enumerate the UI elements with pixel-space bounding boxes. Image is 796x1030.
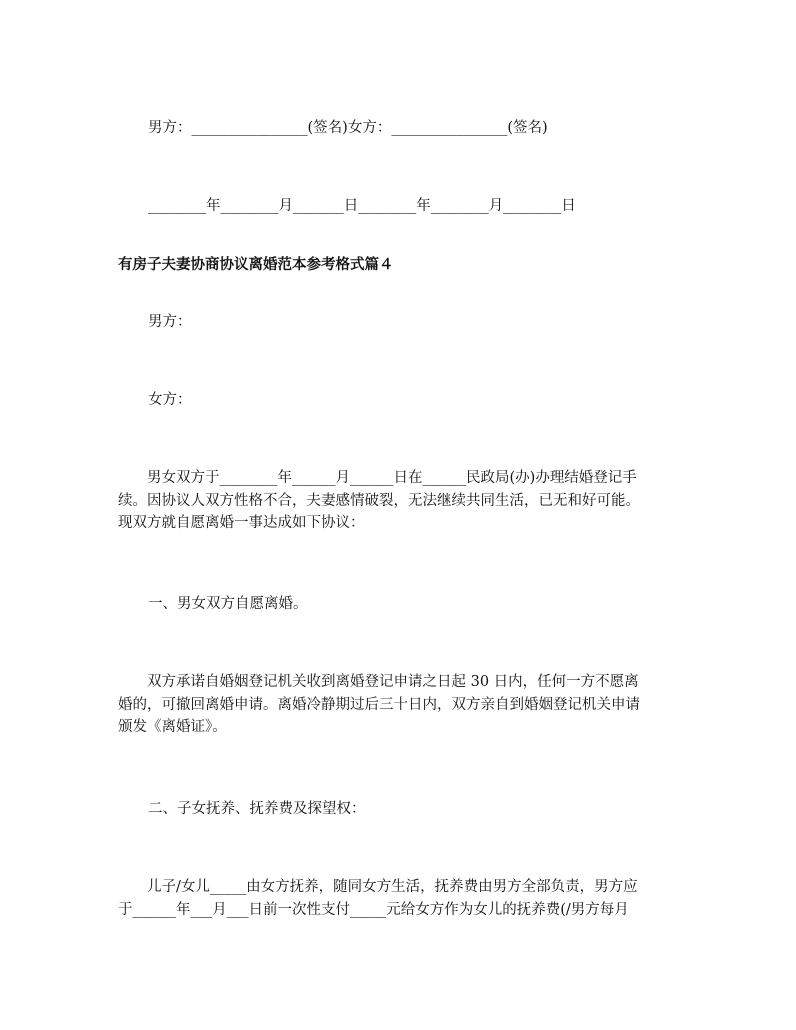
paragraph-line: 婚的，可撤回离婚申请。离婚冷静期过后三十日内，双方亲自到婚姻登记机关申请: [118, 696, 640, 713]
paragraph-line: 续。因协议人双方性格不合，夫妻感情破裂，无法继续共同生活，已无和好可能。: [118, 492, 640, 509]
section-one-title: 一、男女双方自愿离婚。: [148, 596, 308, 612]
signature-line: 男方：________________(签名)女方：________________(签名): [148, 120, 548, 136]
intro-paragraph: [118, 467, 688, 535]
paragraph-line: 现双方就自愿离婚一事达成如下协议：: [118, 515, 365, 531]
paragraph-line: 双方承诺自婚姻登记机关收到离婚登记申请之日起 30 日内，任何一方不愿离: [118, 674, 639, 690]
section-two-title: 二、子女抚养、抚养费及探望权：: [148, 801, 366, 817]
section-one-paragraph: [118, 671, 688, 739]
paragraph-line: 儿子/女儿_____由女方抚养，随同女方生活，抚养费由男方全部负责，男方应: [118, 879, 638, 895]
man-label: 男方：: [148, 314, 192, 330]
paragraph-line: 于______年___月___日前一次性支付_____元给女方作为女儿的抚养费(/男方每月: [118, 901, 629, 918]
paragraph-line: 男女双方于________年______月______日在______民政局(办)办理结婚登记手: [118, 470, 637, 486]
woman-label: 女方：: [148, 392, 192, 408]
section-heading: 有房子夫妻协商协议离婚范本参考格式篇４: [118, 256, 394, 273]
date-line: ________年________月_______日________年________月________日: [148, 198, 576, 214]
section-two-paragraph: [118, 876, 688, 921]
paragraph-line: 颁发《离婚证》。: [118, 719, 227, 735]
